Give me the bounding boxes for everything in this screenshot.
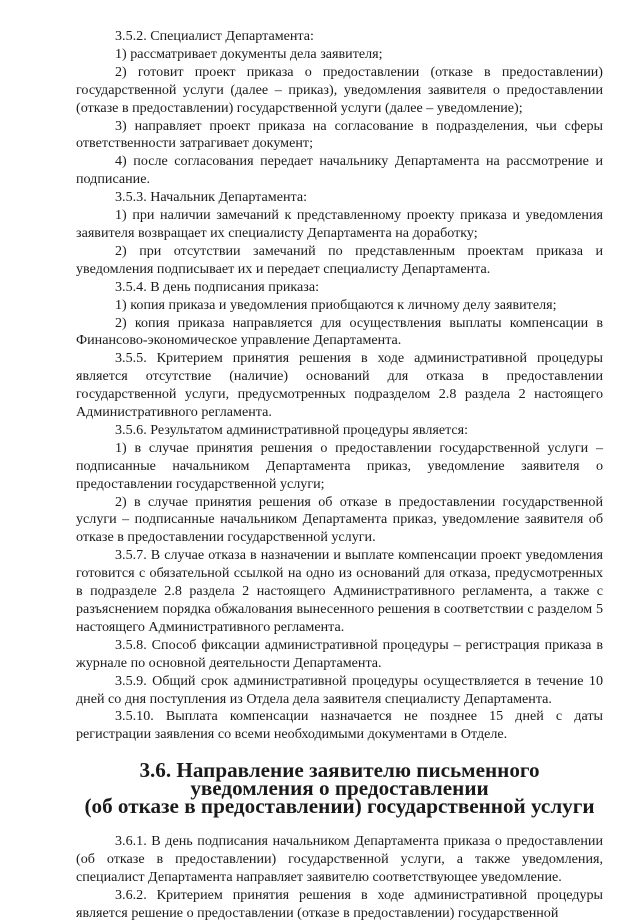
paragraph-3-6-2: 3.6.2. Критерием принятия решения в ходе административной процедуры является решение о предоставлении (отказе в предоставлении) государственной — [76, 886, 603, 921]
paragraph-3-5-2: 3.5.2. Специалист Департамента: — [115, 28, 314, 44]
section-3-6-heading-line-1: 3.6. Направление заявителю письменного уведомления о предоставлении — [139, 758, 540, 801]
paragraph-3-5-2-item-2: 2) готовит проект приказа о предоставлении (отказе в предоставлении) государственной услуги (далее – приказ), уведомления заявителя о предоставлении (отказе в предоставлении) государственной услуги (далее – уведомление); — [76, 63, 603, 116]
paragraph-3-5-9: 3.5.9. Общий срок административной процедуры осуществляется в течение 10 дней со дня поступления из Отдела дела заявителя специалисту Департамента. — [76, 672, 603, 707]
paragraph-3-5-2-item-1: 1) рассматривает документы дела заявителя; — [115, 45, 383, 62]
paragraph-3-5-2-item-4: 4) после согласования передает начальнику Департамента на рассмотрение и подписание. — [76, 153, 603, 188]
paragraph-3-5-3-item-1: 1) при наличии замечаний к представленному проекту приказа и уведомления заявителя возвращает их специалисту Департамента на доработку; — [76, 207, 603, 241]
paragraph-3-5-8: 3.5.8. Способ фиксации административной процедуры – регистрация приказа в журнале по основной деятельности Департамента. — [76, 636, 603, 671]
paragraph-3-5-4-item-1: 1) копия приказа и уведомления приобщаются к личному делу заявителя; — [115, 296, 557, 313]
paragraph-3-5-10: 3.5.10. Выплата компенсации назначается не позднее 15 дней с даты регистрации заявления со всеми необходимыми документами в Отделе. — [76, 708, 603, 743]
section-3-6-body — [76, 833, 603, 923]
paragraph-3-5-3-item-2: 2) при отсутствии замечаний по представленным проектам приказа и уведомления подписывает их и передает специалисту Департамента. — [76, 242, 603, 277]
paragraph-3-5-7: 3.5.7. В случае отказа в назначении и выплате компенсации проект уведомления готовится с обязательной ссылкой на одно из оснований для отказа, предусмотренных в подразделе 2.8 раздела 2 настоящего Административного регламента, а также с разъяснением порядка обжалования вынесенного решения в соответствии с разделом 5 настоящего Административного регламента. — [76, 547, 603, 635]
paragraph-3-5-2-item-3: 3) направляет проект приказа на согласование в подразделения, чьи сферы ответственности затрагивает документ; — [76, 117, 603, 152]
paragraph-3-5-4: 3.5.4. В день подписания приказа: — [115, 278, 320, 295]
section-3-6-heading — [76, 758, 603, 819]
section-3-5-body — [76, 28, 603, 744]
paragraph-3-5-4-item-2: 2) копия приказа направляется для осуществления выплаты компенсации в Финансово-экономическое управление Департамента. — [76, 314, 603, 349]
paragraph-3-5-6-item-1: 1) в случае принятия решения о предоставлении государственной услуги – подписанные начальником Департамента приказ, уведомление заявителя о предоставлении государственной услуги; — [76, 439, 603, 492]
paragraph-3-5-6-item-2: 2) в случае принятия решения об отказе в предоставлении государственной услуги – подписанные начальником Департамента приказ, уведомление заявителя об отказе в предоставлении государственной услуги. — [76, 493, 603, 546]
paragraph-3-5-5: 3.5.5. Критерием принятия решения в ходе административной процедуры является отсутствие (наличие) оснований для отказа в предоставлении государственной услуги, предусмотренных подразделом 2.8 раздела 2 настоящего Административного регламента. — [76, 350, 603, 421]
section-3-6-heading-line-2: (об отказе в предоставлении) государственной услуги — [84, 794, 595, 819]
document-page — [76, 28, 603, 923]
paragraph-3-6-1: 3.6.1. В день подписания начальником Департамента приказа о предоставлении (об отказе в предоставлении) государственной услуги, а также уведомления, специалист Департамента направляет заявителю соответствующее уведомление. — [76, 833, 603, 886]
paragraph-3-5-6: 3.5.6. Результатом административной процедуры является: — [115, 421, 469, 438]
paragraph-3-5-3: 3.5.3. Начальник Департамента: — [115, 189, 307, 206]
